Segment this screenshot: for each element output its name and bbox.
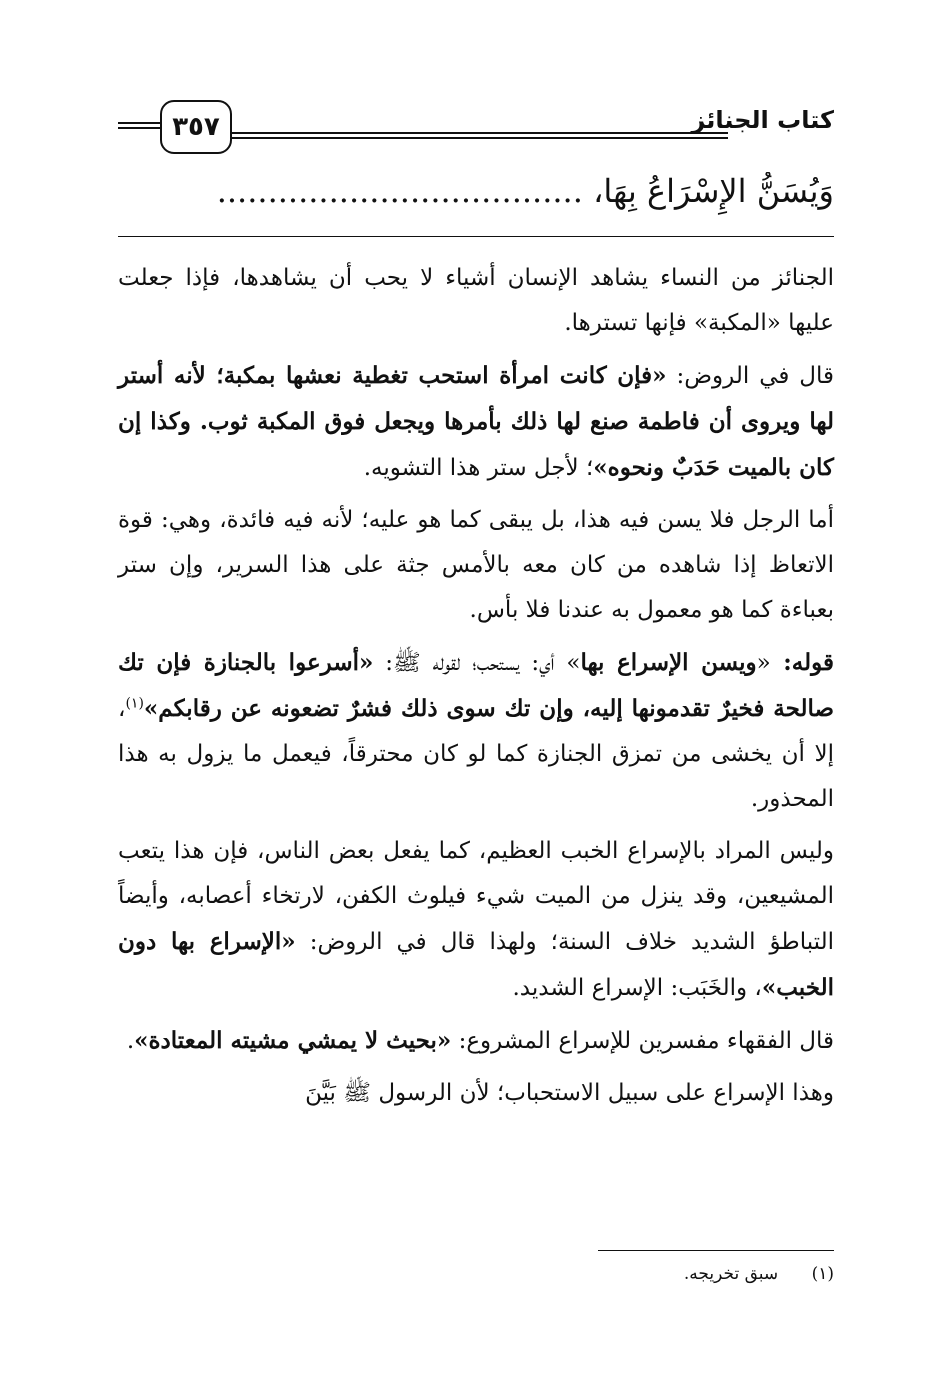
header-rule-left <box>118 122 160 129</box>
running-header <box>118 100 834 160</box>
text-run: أما الرجل فلا يسن فيه هذا، بل يبقى كما هو عليه؛ لأنه فيه فائدة، وهي: قوة الاتعاظ إذا شاهده من كان معه بالأمس جثة على هذا السرير، وإن ستر بعباءة كما هو معمول به عندنا فلا بأس. <box>118 507 834 623</box>
text-run: وهذا الإسراع على سبيل الاستحباب؛ لأن الرسول ﷺ بَيَّنَ <box>305 1080 834 1106</box>
text-run: ، والخَبَب: الإسراع الشديد. <box>512 975 762 1001</box>
footnote-ref: (١) <box>125 695 144 712</box>
book-title: كتاب الجنائز <box>691 106 834 134</box>
bold-quote: قوله: <box>770 649 834 676</box>
header-rule-right <box>230 132 728 139</box>
text-run: قال في الروض: <box>666 363 835 389</box>
paragraph <box>118 640 834 822</box>
text-run: وليس المراد بالإسراع الخبب العظيم، كما يفعل بعض الناس، فإن هذا يتعب المشيعين، وقد ينزل من الميت شيء فيلوث الكفن، لارتخاء أعصابه، وأيضاً التباطؤ الشديد خلاف السنة؛ ولهذا قال في الروض: <box>118 838 834 955</box>
text-run: الجنائز من النساء يشاهد الإنسان أشياء لا يحب أن يشاهدها، فإذا جعلت عليها «المكبة» فإنها تسترها. <box>118 265 834 336</box>
paragraph <box>118 1071 834 1116</box>
footnote-text: سبق تخريجه. <box>683 1264 779 1284</box>
paragraph <box>118 256 834 346</box>
footnote <box>118 1264 834 1284</box>
paragraph <box>118 829 834 1011</box>
matn-divider <box>118 236 834 237</box>
text-run: ؛ لأجل ستر هذا التشويه. <box>363 455 594 481</box>
text-run: . <box>126 1028 135 1054</box>
bold-quote: «بحيث لا يمشي مشيته المعتادة» <box>134 1027 452 1054</box>
bold-quote: «فإن كانت امرأة استحب تغطية نعشها بمكبة؛ لأنه أستر لها ويروى أن فاطمة صنع لها ذلك بأمرها ويجعل فوق المكبة ثوب. وكذا إن كان بالميت حَدَبٌ ونحوه» <box>118 362 834 481</box>
text-run: » أي: يستحب؛ لقوله ﷺ: <box>373 650 581 676</box>
bold-quote: ويسن الإسراع بها <box>580 649 757 676</box>
paragraph <box>118 353 834 491</box>
commentary-body <box>118 256 834 1123</box>
bold-quote: «الإسراع بها دون الخبب» <box>118 928 834 1001</box>
paragraph <box>118 498 834 633</box>
page-number: ٣٥٧ <box>160 100 232 154</box>
text-run: قال الفقهاء مفسرين للإسراع المشروع: <box>451 1028 834 1054</box>
text-run: ، إلا أن يخشى من تمزق الجنازة كما لو كان محترقاً، فيعمل ما يزول به هذا المحذور. <box>118 696 834 812</box>
text-run: « <box>756 650 771 676</box>
footnote-number: (١) <box>811 1264 834 1284</box>
footnote-divider <box>598 1250 834 1251</box>
paragraph <box>118 1018 834 1064</box>
matn-text: وَيُسَنُّ الإِسْرَاعُ بِهَا، .................................... <box>216 172 834 210</box>
bold-quote: «أسرعوا بالجنازة فإن تك صالحة فخيرٌ تقدمونها إليه، وإن تك سوى ذلك فشرٌ تضعونه عن رقابكم» <box>118 649 834 722</box>
